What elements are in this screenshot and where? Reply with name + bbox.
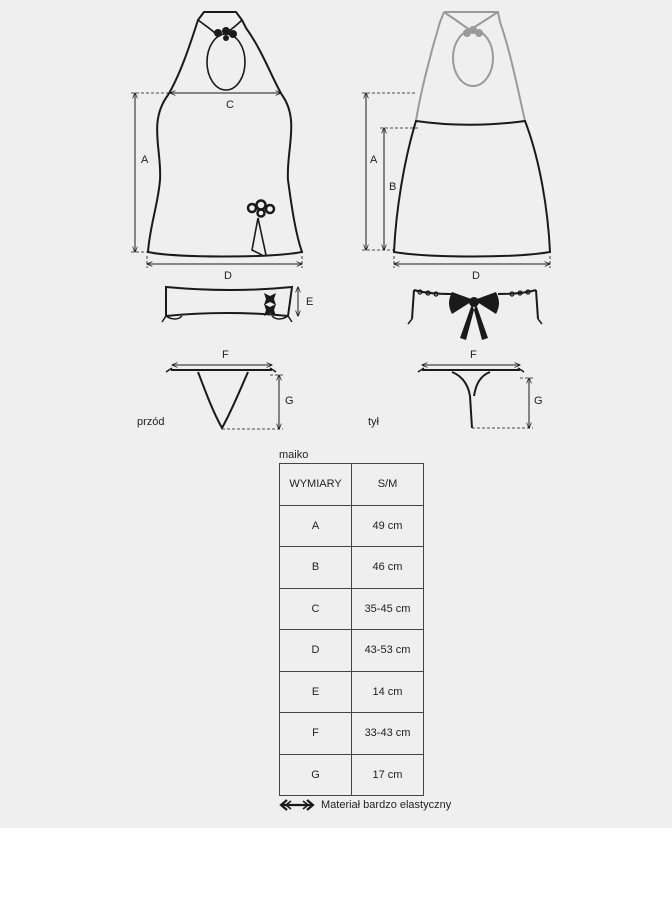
header-measurements: WYMIARY xyxy=(280,464,352,506)
back-cuff-bow xyxy=(449,292,499,340)
row-value: 35-45 cm xyxy=(352,588,424,630)
back-label-d: D xyxy=(472,270,480,282)
back-label-b: B xyxy=(389,181,397,193)
front-cuff-bows xyxy=(264,293,276,316)
back-dim-a xyxy=(362,93,416,250)
table-title: maiko xyxy=(279,449,309,461)
row-dimension: F xyxy=(280,713,352,755)
row-value: 49 cm xyxy=(352,505,424,547)
table-header-row xyxy=(280,464,424,506)
back-dim-b xyxy=(380,128,418,250)
back-label-f: F xyxy=(470,349,477,361)
back-view-label: tył xyxy=(368,416,379,428)
stretch-note-text: Materiał bardzo elastyczny xyxy=(321,799,452,811)
row-dimension: D xyxy=(280,630,352,672)
row-value: 17 cm xyxy=(352,754,424,796)
front-knot-slit xyxy=(248,201,274,217)
back-dim-g xyxy=(472,378,533,428)
back-thong xyxy=(418,368,524,428)
front-label-c: C xyxy=(226,99,234,111)
front-cuff xyxy=(162,287,292,322)
size-table xyxy=(279,463,424,796)
table-row xyxy=(280,547,424,589)
table-row xyxy=(280,671,424,713)
header-size: S/M xyxy=(352,464,424,506)
table-row xyxy=(280,505,424,547)
stretch-note xyxy=(279,799,451,811)
front-dim-d xyxy=(147,256,302,268)
row-value: 43-53 cm xyxy=(352,630,424,672)
back-cuff-picots xyxy=(418,290,530,296)
front-label-f: F xyxy=(222,349,229,361)
row-value: 33-43 cm xyxy=(352,713,424,755)
row-dimension: E xyxy=(280,671,352,713)
front-knot-top xyxy=(214,27,237,41)
back-dress-bottom xyxy=(394,121,550,257)
double-arrow-icon xyxy=(279,799,315,811)
front-dim-a xyxy=(131,93,168,252)
row-dimension: G xyxy=(280,754,352,796)
front-label-a: A xyxy=(141,154,149,166)
front-label-d: D xyxy=(224,270,232,282)
row-value: 46 cm xyxy=(352,547,424,589)
back-label-a: A xyxy=(370,154,378,166)
front-thong xyxy=(166,368,276,428)
front-dress xyxy=(148,12,302,257)
back-dress-top xyxy=(416,12,525,121)
front-dim-g xyxy=(222,375,283,429)
front-view-label: przód xyxy=(137,416,165,428)
back-label-g: G xyxy=(534,395,543,407)
table-row xyxy=(280,713,424,755)
table-row xyxy=(280,630,424,672)
table-row xyxy=(280,588,424,630)
row-dimension: C xyxy=(280,588,352,630)
front-label-e: E xyxy=(306,296,314,308)
row-dimension: B xyxy=(280,547,352,589)
row-value: 14 cm xyxy=(352,671,424,713)
front-label-g: G xyxy=(285,395,294,407)
table-row xyxy=(280,754,424,796)
back-dim-d xyxy=(394,256,550,268)
row-dimension: A xyxy=(280,505,352,547)
